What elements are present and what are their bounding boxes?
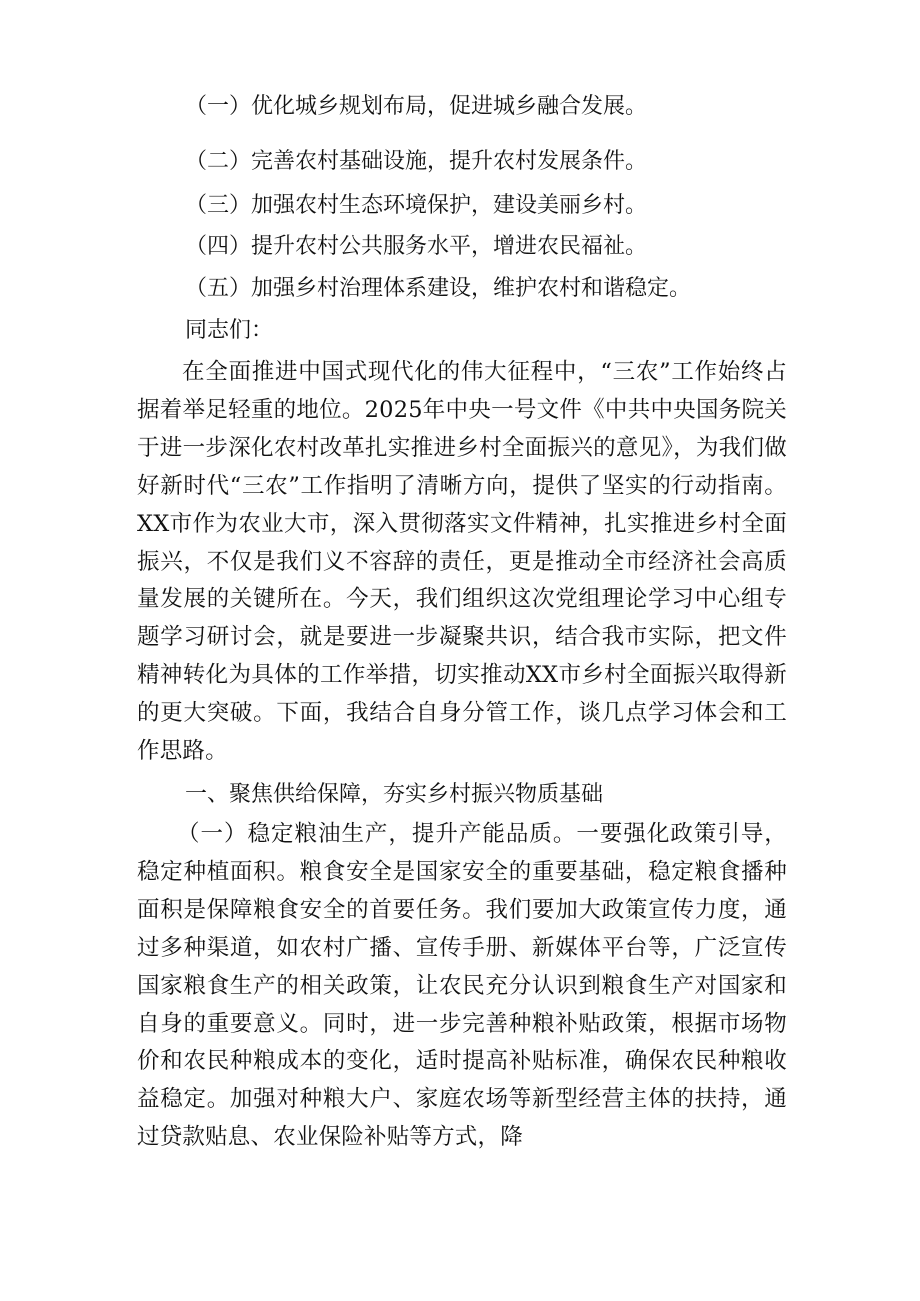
salutation: 同志们： [185,318,274,343]
intro-paragraph: 在全面推进中国式现代化的伟大征程中，“三农”工作始终占据着举足轻重的地位。2025年中央一号文件《中共中央国务院关于进一步深化农村改革扎实推进乡村全面振兴的意见》，为我们做好新时代“三农”工作指明了清晰方向，提供了坚实的行动指南。XX市作为农业大市，深入贯彻落实文件精神，扎实推进乡村全面振兴，不仅是我们义不容辞的责任，更是推动全市经济社会高质量发展的关键所在。今天，我们组织这次党组理论学习中心组专题学习研讨会，就是要进一步凝聚共识，结合我市实际，把文件精神转化为具体的工作举措，切实推动XX市乡村全面振兴取得新的更大突破。下面，我结合自身分管工作，谈几点学习体会和工作思路。 [137,359,787,765]
section-heading: 一、聚焦供给保障，夯实乡村振兴物质基础 [185,782,604,807]
outline-item-4: （四）提升农村公共服务水平，增进农民福祉。 [185,234,648,259]
outline-item-2: （二）完善农村基础设施，提升农村发展条件。 [185,149,648,174]
outline-item-5: （五）加强乡村治理体系建设，维护农村和谐稳定。 [185,276,692,301]
outline-item-3: （三）加强农村生态环境保护，建设美丽乡村。 [185,193,648,218]
outline-item-1: （一）优化城乡规划布局，促进城乡融合发展。 [185,94,648,119]
subsection-paragraph: （一）稳定粮油生产，提升产能品质。一要强化政策引导，稳定种植面积。粮食安全是国家安全的重要基础，稳定粮食播种面积是保障粮食安全的首要任务。我们要加大政策宣传力度，通过多种渠道，如农村广播、宣传手册、新媒体平台等，广泛宣传国家粮食生产的相关政策，让农民充分认识到粮食生产对国家和自身的重要意义。同时，进一步完善种粮补贴政策，根据市场物价和农民种粮成本的变化，适时提高补贴标准，确保农民种粮收益稳定。加强对种粮大户、家庭农场等新型经营主体的扶持，通过贷款贴息、农业保险补贴等方式，降 [137,821,787,1151]
